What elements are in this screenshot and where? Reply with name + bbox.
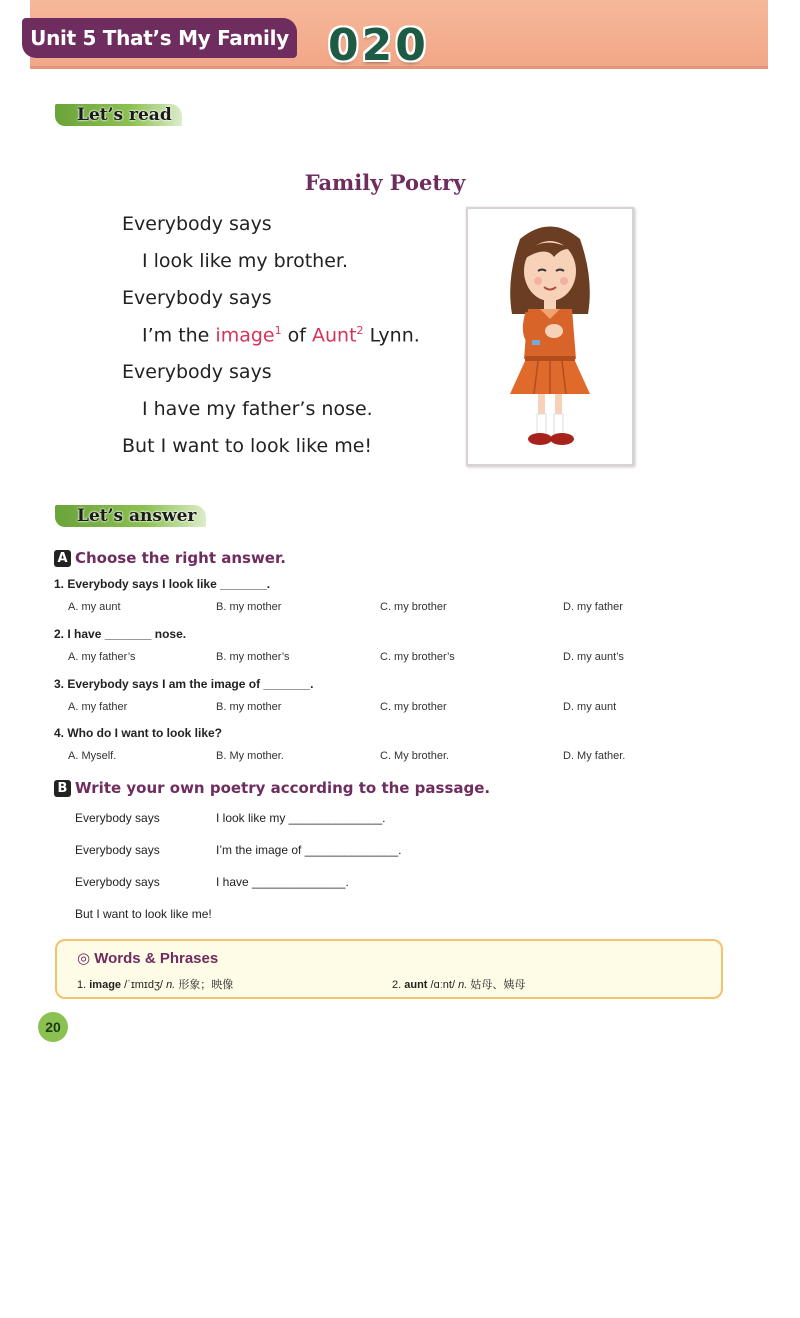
girl-illustration [466, 207, 634, 466]
poetry-row-left: Everybody says [75, 811, 160, 825]
poem-line: But I want to look like me! [122, 435, 373, 457]
option[interactable]: B. my mother [216, 601, 282, 613]
option[interactable]: D. my father [563, 601, 623, 613]
poem-line: I look like my brother. [142, 250, 348, 272]
option[interactable]: B. my mother [216, 701, 282, 713]
entry-pos: n. [458, 979, 468, 991]
part-b-heading [54, 779, 490, 797]
part-b-instruction: Write your own poetry according to the passage. [75, 779, 491, 797]
option[interactable]: D. my aunt [563, 701, 617, 713]
lets-answer-tag: Let’s answer [55, 505, 206, 527]
option[interactable]: C. My brother. [380, 750, 450, 762]
poem-text: of [281, 324, 313, 347]
poem-title: Family Poetry [304, 170, 466, 195]
footnote-marker: 1 [274, 324, 282, 337]
option[interactable]: B. my mother’s [216, 651, 290, 663]
poetry-blank-row[interactable]: I look like my ______________. [216, 811, 386, 825]
option[interactable]: C. my brother [380, 701, 447, 713]
page-number: 20 [38, 1012, 68, 1042]
option[interactable]: A. my aunt [68, 601, 121, 613]
entry-phonetic: /ˈɪmɪdʒ/ [124, 979, 163, 991]
words-phrases-title: ◎ Words & Phrases [77, 950, 219, 967]
option[interactable]: B. My mother. [216, 750, 284, 762]
option[interactable]: D. My father. [563, 750, 626, 762]
option[interactable]: C. my brother’s [380, 651, 455, 663]
footnote-marker: 2 [356, 324, 364, 337]
entry-number: 2. [392, 979, 402, 991]
poem-text: I’m the [142, 324, 216, 347]
part-a-letter-badge: A [54, 550, 71, 567]
glossary-entry-image [77, 976, 233, 992]
question-2: 2. I have _______ nose. [54, 627, 187, 641]
unit-title: Unit 5 That’s My Family [22, 18, 297, 58]
poem-line: Everybody says [122, 287, 272, 309]
entry-meaning: 形象；映像 [178, 979, 234, 991]
poetry-row-left: Everybody says [75, 875, 160, 889]
poetry-blank-row[interactable]: I’m the image of ______________. [216, 843, 402, 857]
poem-line: Everybody says [122, 361, 272, 383]
entry-word: aunt [404, 979, 428, 991]
part-b-letter-badge: B [54, 780, 71, 797]
question-1: 1. Everybody says I look like _______. [54, 577, 271, 591]
poetry-blank-row[interactable]: I have ______________. [216, 875, 349, 889]
poetry-row-left: Everybody says [75, 843, 160, 857]
page-code: 020 [328, 20, 429, 71]
option[interactable]: A. my father [68, 701, 128, 713]
entry-number: 1. [77, 979, 87, 991]
question-4: 4. Who do I want to look like? [54, 726, 222, 740]
option[interactable]: D. my aunt’s [563, 651, 624, 663]
entry-pos: n. [166, 979, 176, 991]
poem-text: Lynn. [363, 324, 420, 347]
question-3: 3. Everybody says I am the image of _______. [54, 677, 314, 691]
girl-icon [468, 209, 632, 464]
part-a-heading [54, 549, 286, 567]
poem-line-image-of-aunt [142, 324, 420, 346]
lets-read-tag: Let’s read [55, 104, 182, 126]
words-phrases-box [55, 939, 723, 999]
part-a-instruction: Choose the right answer. [75, 549, 286, 567]
glossary-word-aunt: Aunt [312, 324, 357, 347]
entry-word: image [89, 979, 122, 991]
option[interactable]: A. my father’s [68, 651, 136, 663]
entry-meaning: 姑母、姨母 [470, 979, 526, 991]
option[interactable]: C. my brother [380, 601, 447, 613]
glossary-entry-aunt [392, 976, 525, 992]
poetry-last-line: But I want to look like me! [75, 907, 212, 921]
entry-phonetic: /ɑːnt/ [430, 979, 456, 991]
poem-line: Everybody says [122, 213, 272, 235]
glossary-word-image: image [215, 324, 275, 347]
poem-line: I have my father’s nose. [142, 398, 373, 420]
option[interactable]: A. Myself. [68, 750, 117, 762]
